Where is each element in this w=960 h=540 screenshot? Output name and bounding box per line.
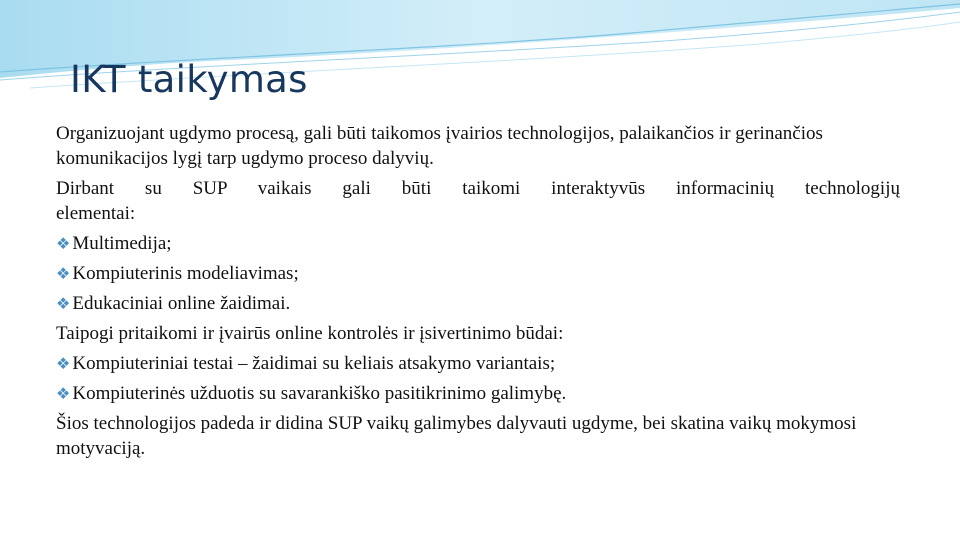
bullet-item-games bbox=[56, 291, 900, 316]
diamond-bullet-icon: ❖ bbox=[56, 384, 71, 403]
bullet-item-self-check bbox=[56, 381, 900, 406]
bullet-text: Kompiuterinės užduotis su savarankiško pasitikrinimo galimybę. bbox=[72, 383, 567, 404]
bullet-item-modeling bbox=[56, 261, 900, 286]
paragraph-sup-line-1: Dirbant su SUP vaikais gali būti taikomi interaktyvūs informacinių technologijų bbox=[56, 178, 900, 199]
paragraph-control-methods: Taipogi pritaikomi ir įvairūs online kontrolės ir įsivertinimo būdai: bbox=[56, 323, 564, 344]
diamond-bullet-icon: ❖ bbox=[56, 354, 71, 373]
bullet-item-multimedia bbox=[56, 231, 900, 256]
paragraph-conclusion: Šios technologijos padeda ir didina SUP vaikų galimybes dalyvauti ugdyme, bei skatina vaikų mokymosi motyvaciją. bbox=[56, 413, 857, 459]
diamond-bullet-icon: ❖ bbox=[56, 234, 71, 253]
diamond-bullet-icon: ❖ bbox=[56, 294, 71, 313]
bullet-text: Multimedija; bbox=[72, 233, 172, 254]
paragraph-sup-line-2: elementai: bbox=[56, 203, 136, 224]
paragraph-intro: Organizuojant ugdymo procesą, gali būti taikomos įvairios technologijos, palaikančios ir gerinančios komunikacijos lygį tarp ugdymo proceso dalyvių. bbox=[56, 123, 823, 169]
bullet-text: Kompiuteriniai testai – žaidimai su keliais atsakymo variantais; bbox=[72, 353, 556, 374]
slide-body bbox=[56, 121, 900, 466]
bullet-text: Edukaciniai online žaidimai. bbox=[72, 293, 291, 314]
diamond-bullet-icon: ❖ bbox=[56, 264, 71, 283]
slide-title: IKT taikymas bbox=[70, 58, 308, 101]
bullet-text: Kompiuterinis modeliavimas; bbox=[72, 263, 299, 284]
paragraph-sup-elements bbox=[56, 176, 900, 226]
bullet-item-tests bbox=[56, 351, 900, 376]
